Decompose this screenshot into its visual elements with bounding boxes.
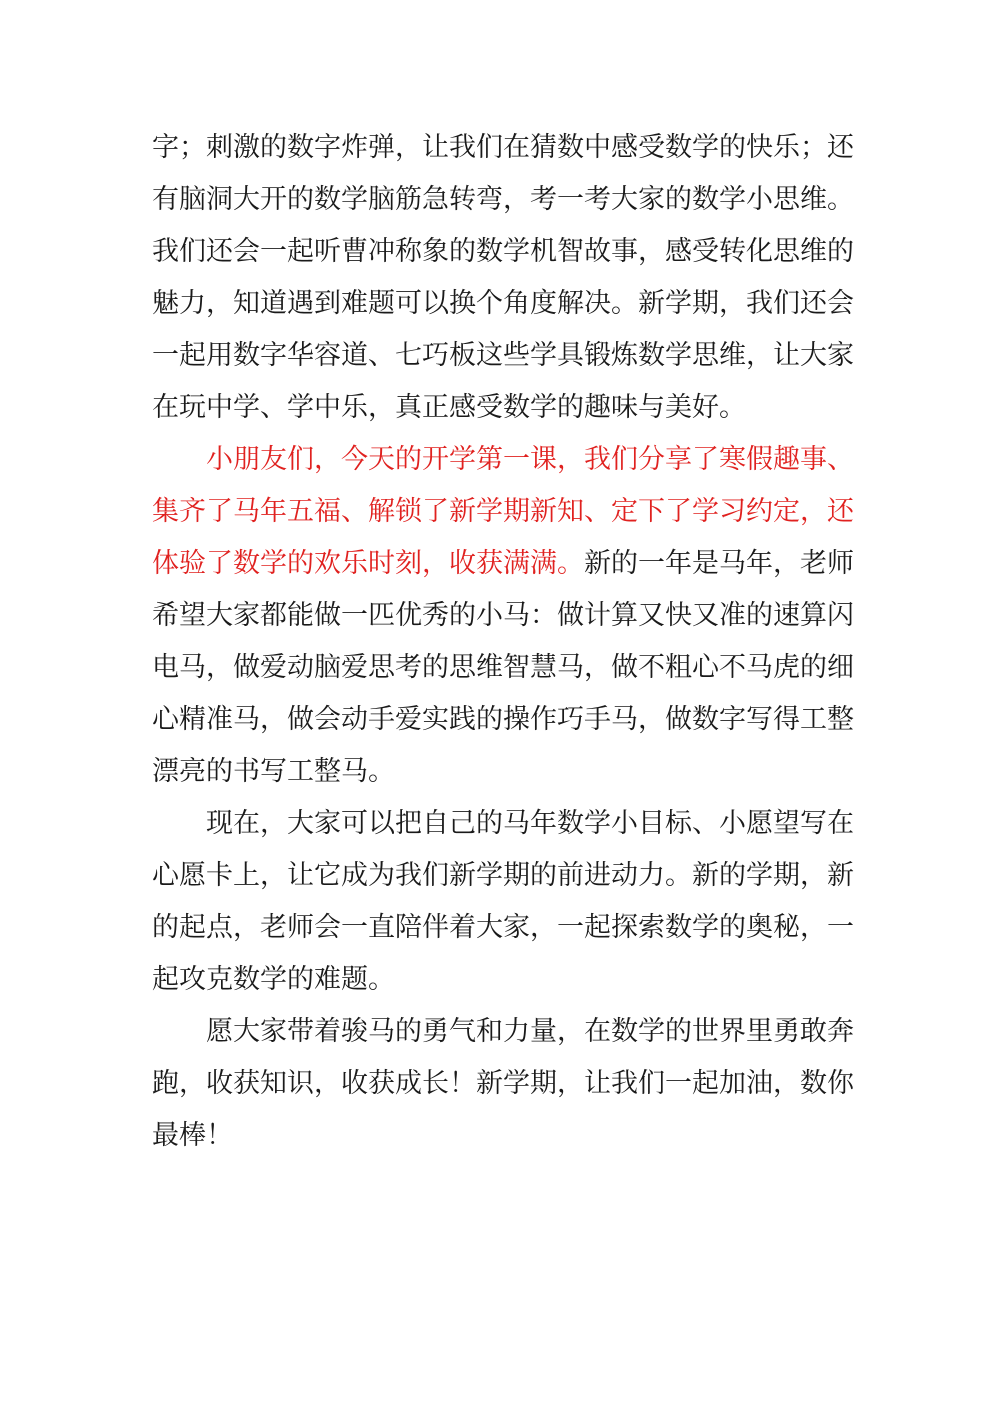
text-line: 最棒！ [152, 1120, 233, 1151]
paragraph-2 [152, 434, 854, 798]
text-line: 有脑洞大开的数学脑筋急转弯，考一考大家的数学小思维。 [152, 184, 854, 215]
text-line: 我们还会一起听曹冲称象的数学机智故事，感受转化思维的 [152, 236, 854, 267]
text-line: 在玩中学、学中乐，真正感受数学的趣味与美好。 [152, 392, 746, 423]
paragraph-3 [152, 798, 854, 1006]
text-line: 愿大家带着骏马的勇气和力量，在数学的世界里勇敢奔 [206, 1016, 854, 1047]
paragraph-4 [152, 1006, 854, 1162]
text-line: 心精准马，做会动手爱实践的操作巧手马，做数字写得工整 [152, 704, 854, 735]
text-line: 电马，做爱动脑爱思考的思维智慧马，做不粗心不马虎的细 [152, 652, 854, 683]
text-segment: 新的一年是马年，老师 [584, 548, 854, 579]
text-line: 一起用数字华容道、七巧板这些学具锻炼数学思维，让大家 [152, 340, 854, 371]
paragraph-1 [152, 122, 854, 434]
highlighted-text-line: 小朋友们，今天的开学第一课，我们分享了寒假趣事、 [206, 444, 854, 475]
text-line: 心愿卡上，让它成为我们新学期的前进动力。新的学期，新 [152, 860, 854, 891]
text-line: 希望大家都能做一匹优秀的小马：做计算又快又准的速算闪 [152, 600, 854, 631]
text-line: 跑，收获知识，收获成长！新学期，让我们一起加油，数你 [152, 1068, 854, 1099]
highlighted-text: 体验了数学的欢乐时刻，收获满满。 [152, 548, 584, 579]
highlighted-text-line: 集齐了马年五福、解锁了新学期新知、定下了学习约定，还 [152, 496, 854, 527]
document-body [152, 122, 854, 1162]
text-line: 的起点，老师会一直陪伴着大家，一起探索数学的奥秘，一 [152, 912, 854, 943]
mixed-text-line [152, 538, 854, 590]
text-line: 漂亮的书写工整马。 [152, 756, 395, 787]
text-line: 起攻克数学的难题。 [152, 964, 395, 995]
text-line: 字；刺激的数字炸弹，让我们在猜数中感受数学的快乐；还 [152, 132, 854, 163]
text-line: 现在，大家可以把自己的马年数学小目标、小愿望写在 [206, 808, 854, 839]
text-line: 魅力，知道遇到难题可以换个角度解决。新学期，我们还会 [152, 288, 854, 319]
